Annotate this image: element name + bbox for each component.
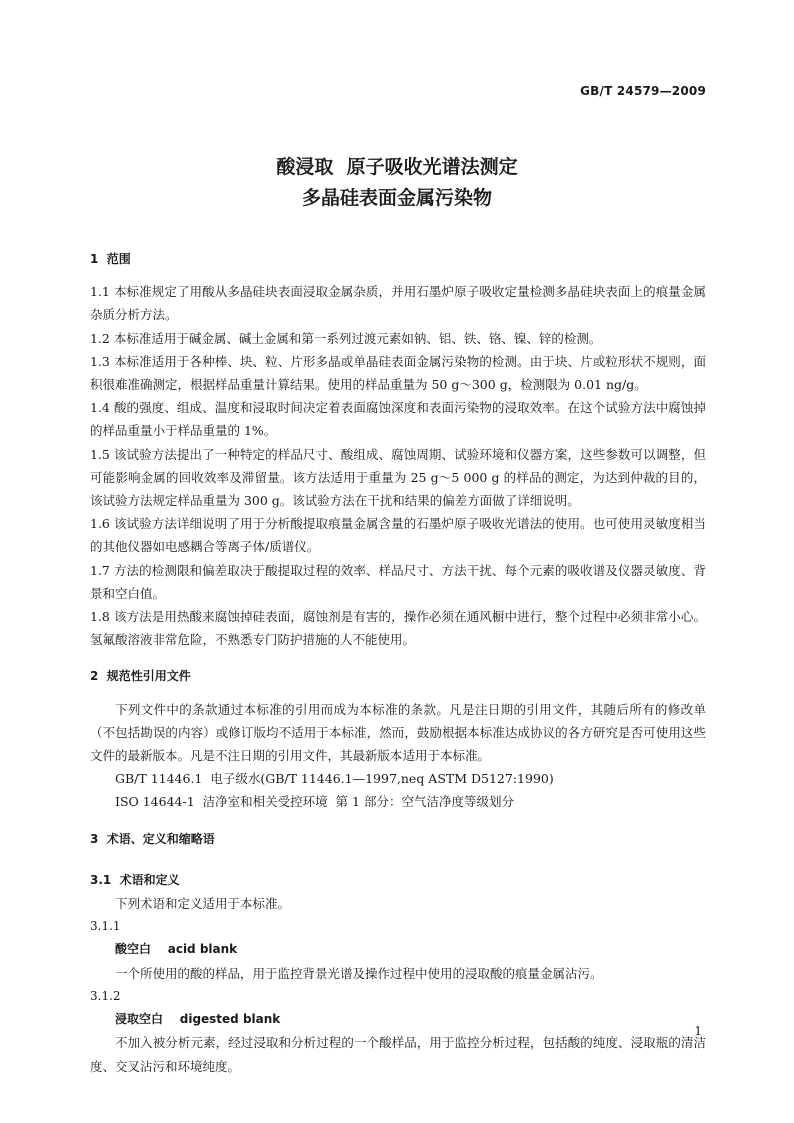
normative-reference: GB/T 11446.1 电子级水(GB/T 11446.1—1997,neq ASTM D5127:1990) bbox=[115, 771, 554, 787]
clause-1-3: 1.3 本标准适用于各种棒、块、粒、片形多晶或单晶硅表面金属污染物的检测。由于块、片或粒形状不规则，面积很难准确测定，根据样品重量计算结果。使用的样品重量为 50 g～300 g，检测限为 0.01 ng/g。 bbox=[90, 353, 706, 393]
clause-1-1: 1.1 本标准规定了用酸从多晶硅块表面浸取金属杂质，并用石墨炉原子吸收定量检测多晶硅块表面上的痕量金属杂质分析方法。 bbox=[90, 284, 706, 323]
term-definition: 不加入被分析元素，经过浸取和分析过程的一个酸样品，用于监控分析过程，包括酸的纯度、浸取瓶的清洁度、交叉沾污和环境纯度。 bbox=[90, 1035, 706, 1074]
term-name-en: digested blank bbox=[179, 1012, 281, 1027]
term-name-en: acid blank bbox=[167, 942, 238, 957]
clause-1-8: 1.8 该方法是用热酸来腐蚀掉硅表面，腐蚀剂是有害的，操作必须在通风橱中进行，整个过程中必须非常小心。氢氟酸溶液非常危险，不熟悉专门防护措施的人不能使用。 bbox=[90, 609, 706, 648]
subsection-3-1-intro: 下列术语和定义适用于本标准。 bbox=[115, 896, 291, 912]
document-body bbox=[90, 248, 706, 1078]
section-1-heading: 1 范围 bbox=[90, 252, 131, 266]
subsection-3-1-heading: 3.1 术语和定义 bbox=[90, 872, 180, 887]
section-3-heading: 3 术语、定义和缩略语 bbox=[90, 831, 215, 846]
clause-1-2: 1.2 本标准适用于碱金属、碱土金属和第一系列过渡元素如钠、铝、铁、铬、镍、锌的检测。 bbox=[90, 330, 602, 346]
term-name-cn: 酸空白 bbox=[115, 942, 152, 957]
section-2-heading: 2 规范性引用文件 bbox=[90, 669, 191, 684]
section-2-intro: 下列文件中的条款通过本标准的引用而成为本标准的条款。凡是注日期的引用文件，其随后所有的修改单（不包括勘误的内容）或修订版均不适用于本标准，然而，鼓励根据本标准达成协议的各方研究是否可使用这些文件的最新版本。凡是不注日期的引用文件，其最新版本适用于本标准。 bbox=[90, 701, 706, 764]
page-number: 1 bbox=[694, 1024, 702, 1038]
standard-number: GB/T 24579—2009 bbox=[580, 84, 706, 98]
term-number: 3.1.1 bbox=[90, 919, 121, 934]
term-number: 3.1.2 bbox=[90, 988, 121, 1003]
title-line-2: 多晶硅表面金属污染物 bbox=[301, 187, 492, 209]
term-name bbox=[90, 938, 706, 961]
title-line-1: 酸浸取 原子吸收光谱法测定 bbox=[276, 156, 518, 178]
clause-1-6: 1.6 该试验方法详细说明了用于分析酸提取痕量金属含量的石墨炉原子吸收光谱法的使用。也可使用灵敏度相当的其他仪器如电感耦合等离子体/质谱仪。 bbox=[90, 516, 706, 555]
normative-reference: ISO 14644-1 洁净室和相关受控环境 第 1 部分：空气洁净度等级划分 bbox=[115, 794, 514, 810]
clause-1-7: 1.7 方法的检测限和偏差取决于酸提取过程的效率、样品尺寸、方法干扰、每个元素的吸收谱及仪器灵敏度、背景和空白值。 bbox=[90, 562, 706, 601]
term-name-cn: 浸取空白 bbox=[115, 1012, 164, 1027]
term-name bbox=[90, 1008, 706, 1031]
term-definition: 一个所使用的酸的样品，用于监控背景光谱及操作过程中使用的浸取酸的痕量金属沾污。 bbox=[115, 965, 603, 981]
clause-1-5: 1.5 该试验方法提出了一种特定的样品尺寸、酸组成、腐蚀周期、试验环境和仪器方案，这些参数可以调整，但可能影响金属的回收效率及滞留量。该方法适用于重量为 25 g～5 000 g 的样品的测定，为达到仲裁的目的，该试验方法规定样品重量为 300 g。该试验方法在干扰和结果的偏差方面做了详细说明。 bbox=[90, 446, 706, 509]
clause-1-4: 1.4 酸的强度、组成、温度和浸取时间决定着表面腐蚀深度和表面污染物的浸取效率。在这个试验方法中腐蚀掉的样品重量小于样品重量的 1%。 bbox=[90, 400, 706, 439]
document-title bbox=[0, 152, 794, 214]
